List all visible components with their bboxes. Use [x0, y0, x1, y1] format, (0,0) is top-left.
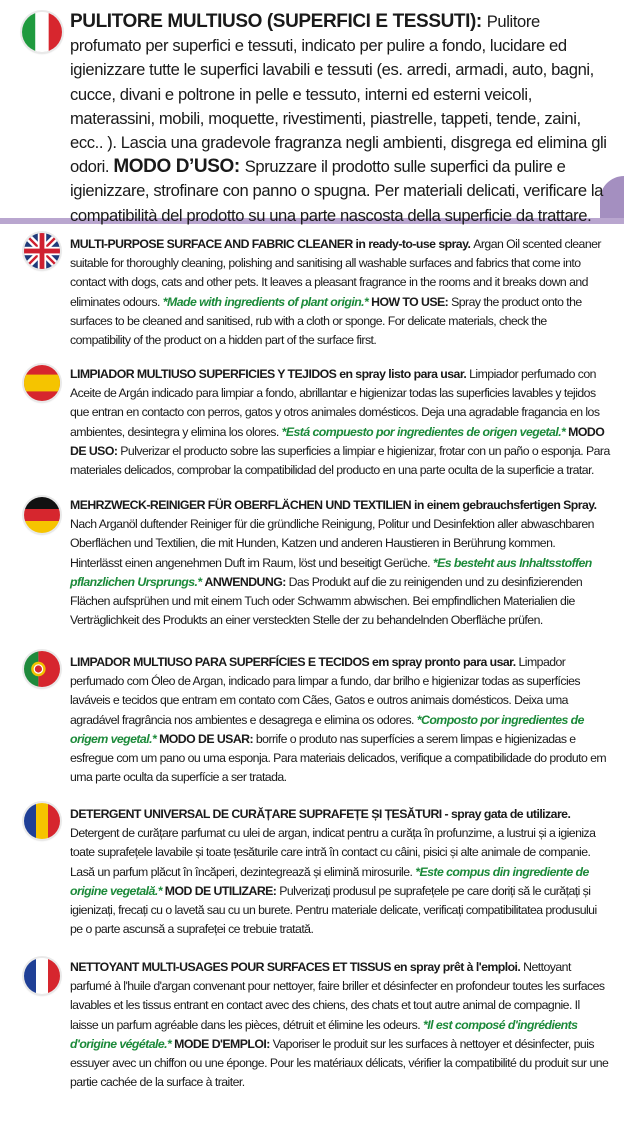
- italian-usage-heading: MODO D’USO:: [113, 156, 245, 178]
- portuguese-heading: LIMPADOR MULTIUSO PARA SUPERFÍCIES E TECIDOS em spray pronto para usar.: [70, 655, 519, 669]
- english-usage: Spray the product onto the surfaces to be cleaned and sanitised, rub with a cloth or sponge. For delicate materials, check the compatibility of the product on a hidden part of the surface first.: [70, 294, 582, 348]
- romanian-usage-heading: MOD DE UTILIZARE:: [164, 883, 280, 898]
- german-description: Nach Arganöl duftender Reiniger für die gründliche Reinigung, Politur und Desinfektion aller abwaschbaren Oberflächen und Textilien, die mit Hunden, Katzen und anderen Haustieren in Berührung kommen. Hinterlässt einen angenehmen Duft im Raum, löst und beseitigt Gerüche.: [70, 517, 594, 570]
- italian-heading: PULITORE MULTIUSO (SUPERFICI E TESSUTI):: [70, 11, 487, 32]
- spanish-heading: LIMPIADOR MULTIUSO SUPERFICIES Y TEJIDOS en spray listo para usar.: [70, 367, 470, 381]
- italy-flag-icon: [22, 12, 62, 52]
- english-text: [70, 235, 610, 350]
- german-text: [70, 496, 610, 630]
- english-heading: MULTI-PURPOSE SURFACE AND FABRIC CLEANER in ready-to-use spray.: [70, 237, 474, 251]
- italian-usage: Spruzzare il prodotto sulle superfici da pulire e igienizzare, strofinare con panno o spugna. Per materiali delicati, verificare la compatibilità del prodotto su una parte nascosta della superficie da trattare.: [70, 157, 604, 225]
- spanish-plant-origin: *Está compuesto por ingredientes de origen vegetal.*: [281, 424, 569, 439]
- uk-flag-icon: [24, 233, 60, 269]
- french-usage: Vaporiser le produit sur les surfaces à nettoyer et désinfecter, puis essuyer avec un chiffon ou une éponge. Pour les matériaux délicats, vérifier la compatibilité du produit sur une partie cachée de la surface à traiter.: [70, 1036, 609, 1090]
- romanian-description: Detergent de curățare parfumat cu ulei de argan, indicat pentru a curăța în profunzime, a lustrui și a igieniza toate suprafețele lavabile și toate țesăturile care intră în contact cu câini, pisici și alte animale de companie. Lasă un parfum plăcut în încăperi, dezintegrează și elimină mirosurile.: [70, 826, 596, 879]
- spanish-usage-heading: MODO DE USO:: [70, 424, 605, 458]
- romanian-usage: Pulverizați produsul pe suprafețele pe care doriți să le curățați și igienizați, frecați cu o lavetă sau cu un burete. Pentru materiale delicate, verificați compatibilitatea produsului pe o parte ascunsă a suprafeței ce trebuie tratată.: [70, 883, 597, 937]
- portuguese-usage: borrife o produto nas superfícies a serem limpas e higienizadas e esfregue com um pano ou uma esponja. Para materiais delicados, verifique a compatibilidade do produto em uma parte oculta da superfície a ser tratada.: [70, 731, 607, 785]
- portuguese-text: [70, 653, 610, 787]
- english-plant-origin: *Made with ingredients of plant origin.*: [162, 294, 372, 309]
- portuguese-plant-origin: *Composto por ingredientes de origem vegetal.*: [70, 712, 584, 746]
- bottom-edge: [0, 1120, 624, 1124]
- romania-flag-icon: [24, 803, 60, 839]
- german-usage: Das Produkt auf die zu reinigenden und zu desinfizierenden Flächen aufsprühen und mit einem Tuch oder Schwamm abwischen. Bei empfindlichen Materialien die Verträglichkeit des Produkts an einer versteckten Stelle der zu behandelnden Oberfläche prüfen.: [70, 574, 583, 628]
- portuguese-description: Limpador perfumado com Óleo de Argan, indicado para limpar a fundo, dar brilho e higienizar todas as superfícies laváveis e tecidos que entram em contato com Cães, Gatos e outros animais domésticos. Deixa uma agradável fragrância nos ambientes e desagrega e elimina os odores.: [70, 655, 581, 727]
- germany-flag-icon: [24, 497, 60, 533]
- english-usage-heading: HOW TO USE:: [371, 294, 452, 309]
- spanish-usage: Pulverizar el producto sobre las superficies a limpiar e higienizar, frotar con un paño o esponja. Para materiales delicados, comprobar la compatibilidad del producto en una parte oculta de la superficie a tratar.: [70, 443, 610, 478]
- german-plant-origin: *Es besteht aus Inhaltsstoffen pflanzlichen Ursprungs.*: [70, 555, 592, 589]
- german-usage-heading: ANWENDUNG:: [204, 574, 289, 589]
- french-usage-heading: MODE D'EMPLOI:: [174, 1036, 273, 1051]
- spain-flag-icon: [24, 365, 60, 401]
- romanian-text: [70, 805, 610, 939]
- romanian-heading: DETERGENT UNIVERSAL DE CURĂȚARE SUPRAFEȚE ȘI ȚESĂTURI - spray gata de utilizare.: [70, 807, 571, 821]
- italian-text: [70, 10, 610, 228]
- french-heading: NETTOYANT MULTI-USAGES POUR SURFACES ET TISSUS en spray prêt à l'emploi.: [70, 960, 524, 974]
- english-description: Argan Oil scented cleaner suitable for thoroughly cleaning, polishing and sanitising all washable surfaces and fabrics that come into contact with dogs, cats and other pets. It leaves a pleasant fragrance in the rooms and it breaks down and eliminates odours.: [70, 237, 601, 309]
- french-text: [70, 958, 610, 1092]
- italian-panel: [0, 0, 624, 224]
- spanish-text: [70, 365, 610, 480]
- portuguese-usage-heading: MODO DE USAR:: [159, 731, 256, 746]
- portugal-flag-icon: [24, 651, 60, 687]
- italian-description: Pulitore profumato per superfici e tessuti, indicato per pulire a fondo, lucidare ed igienizzare tutte le superfici lavabili e tessuti (es. arredi, armadi, auto, bagni, cucce, divani e poltrone in pelle e tessuto, interni ed esterni veicoli, materassini, mobili, moquette, rivestimenti, piastrelle, tappeti, tende, zaini, ecc.. ). Lascia una gradevole fragranza negli ambienti, disgrega ed elimina gli odori.: [70, 12, 607, 177]
- france-flag-icon: [24, 958, 60, 994]
- german-heading: MEHRZWECK-REINIGER FÜR OBERFLÄCHEN UND TEXTILIEN in einem gebrauchsfertigen Spray.: [70, 498, 597, 512]
- spanish-description: Limpiador perfumado con Aceite de Argán indicado para limpiar a fondo, abrillantar e higienizar todas las superficies lavables y tejidos que entran en contacto con perros, gatos y otros animales domésticos. Deja una agradable fragancia en los ambientes, desintegra y elimina los olores.: [70, 367, 600, 439]
- romanian-plant-origin: *Este compus din ingrediente de origine vegetală.*: [70, 864, 589, 898]
- french-plant-origin: *Il est composé d'ingrédients d'origine végétale.*: [70, 1017, 578, 1051]
- french-description: Nettoyant parfumé à l'huile d'argan convenant pour nettoyer, faire briller et désinfecter en profondeur toutes les surfaces lavables et les tissus entrant en contact avec des chiens, des chats et tout autre animal de compagnie. Il laisse un parfum agréable dans les pièces, détruit et élimine les odeurs.: [70, 960, 605, 1032]
